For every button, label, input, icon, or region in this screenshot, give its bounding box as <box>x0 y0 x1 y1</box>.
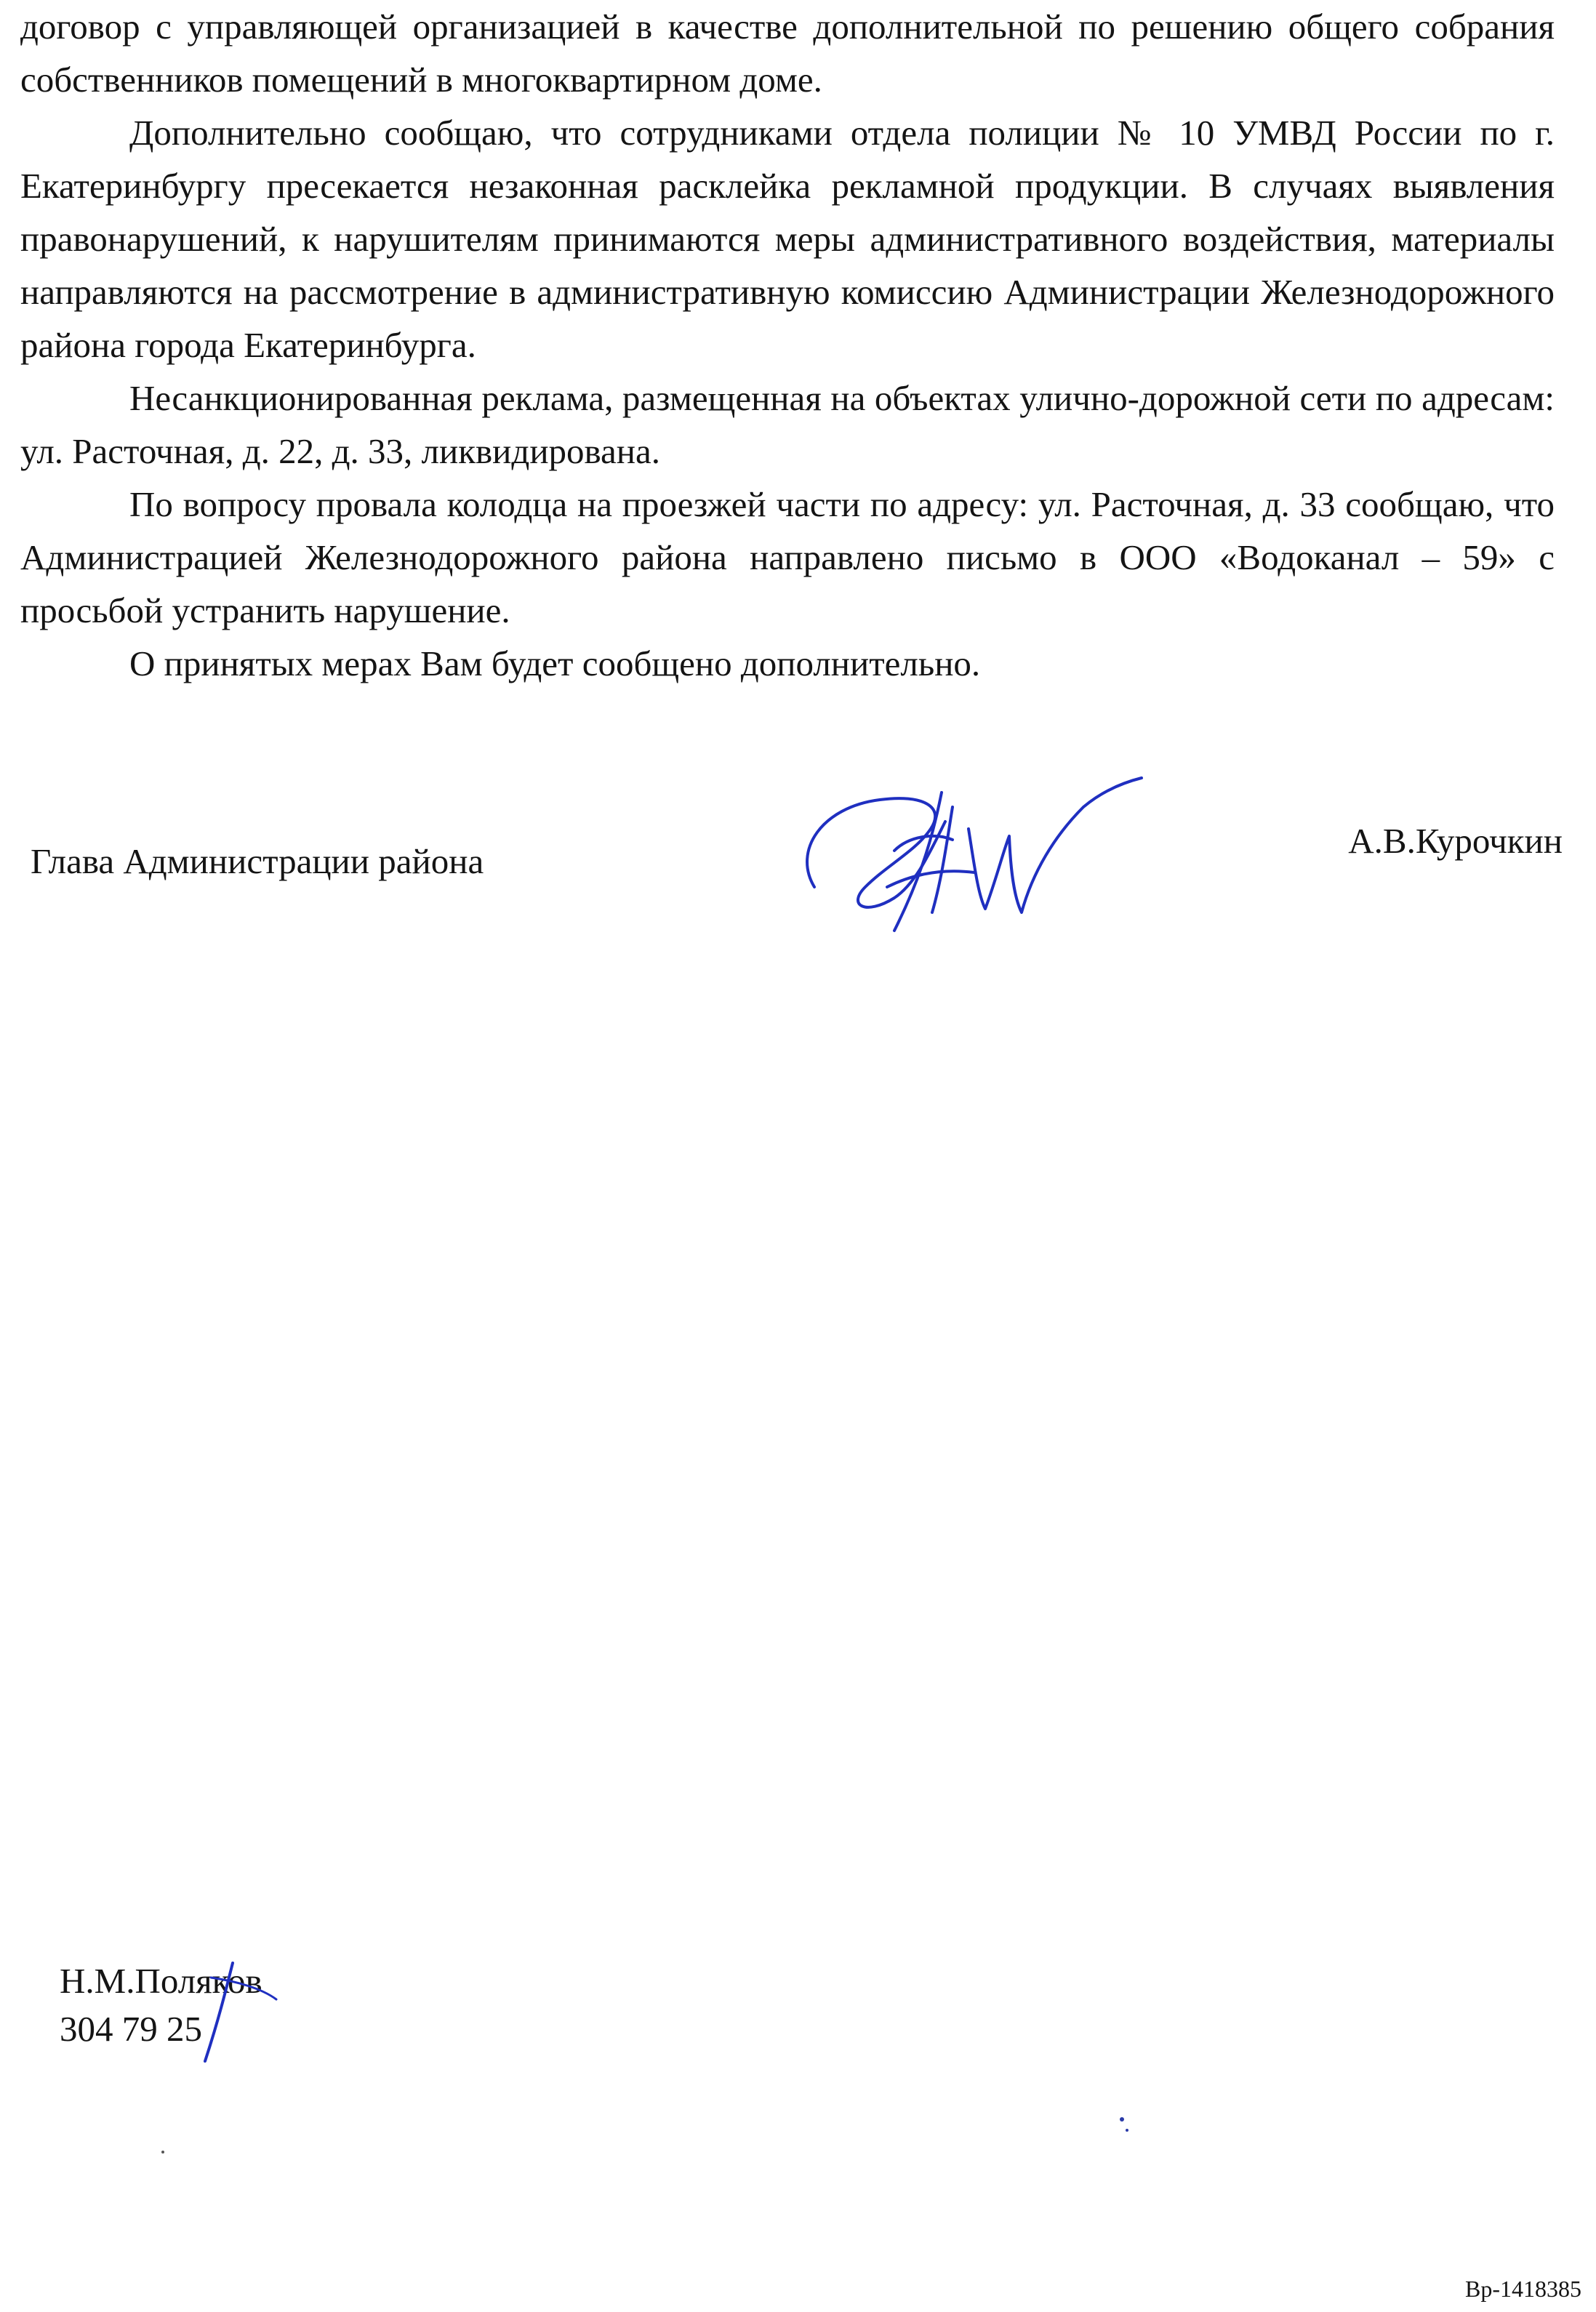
paragraph-closing: О принятых мерах Вам будет сообщено дополнительно. <box>129 643 981 683</box>
paragraph-manhole: По вопросу провала колодца на проезжей части по адресу: ул. Расточная, д. 33 сообщаю, что Администрацией Железнодорожного района направлено письмо в ООО «Водоканал – 59» с просьбой устранить нарушение. <box>20 484 1555 630</box>
pen-mark <box>167 1956 284 2072</box>
document-number: Вр-1418385 <box>1465 2276 1581 2302</box>
handwritten-signature <box>778 763 1156 952</box>
signatory-name: А.В.Курочкин <box>1348 821 1563 861</box>
executor-phone: 304 79 25 <box>60 2009 202 2049</box>
executor-name: Н.М.Поляков <box>60 1961 262 2001</box>
signatory-title: Глава Администрации района <box>31 841 484 881</box>
paragraph-police: Дополнительно сообщаю, что сотрудниками отдела полиции № 10 УМВД России по г. Екатеринбургу пресекается незаконная расклейка рекламной продукции. В случаях выявления правонарушений, к нарушителям принимаются меры административного воздействия, материалы направляются на рассмотрение в административную комиссию Администрации Железнодорожного района города Екатеринбурга. <box>20 113 1555 365</box>
paragraph-advertising: Несанкционированная реклама, размещенная на объектах улично-дорожной сети по адресам: ул. Расточная, д. 22, д. 33, ликвидирована. <box>20 378 1555 471</box>
letter-body <box>20 0 1555 690</box>
ink-speck <box>1126 2129 1128 2132</box>
ink-speck <box>161 2151 164 2154</box>
ink-speck <box>1120 2117 1124 2122</box>
paragraph-continuation: договор с управляющей организацией в качестве дополнительной по решению общего собрания собственников помещений в многоквартирном доме. <box>20 7 1555 100</box>
